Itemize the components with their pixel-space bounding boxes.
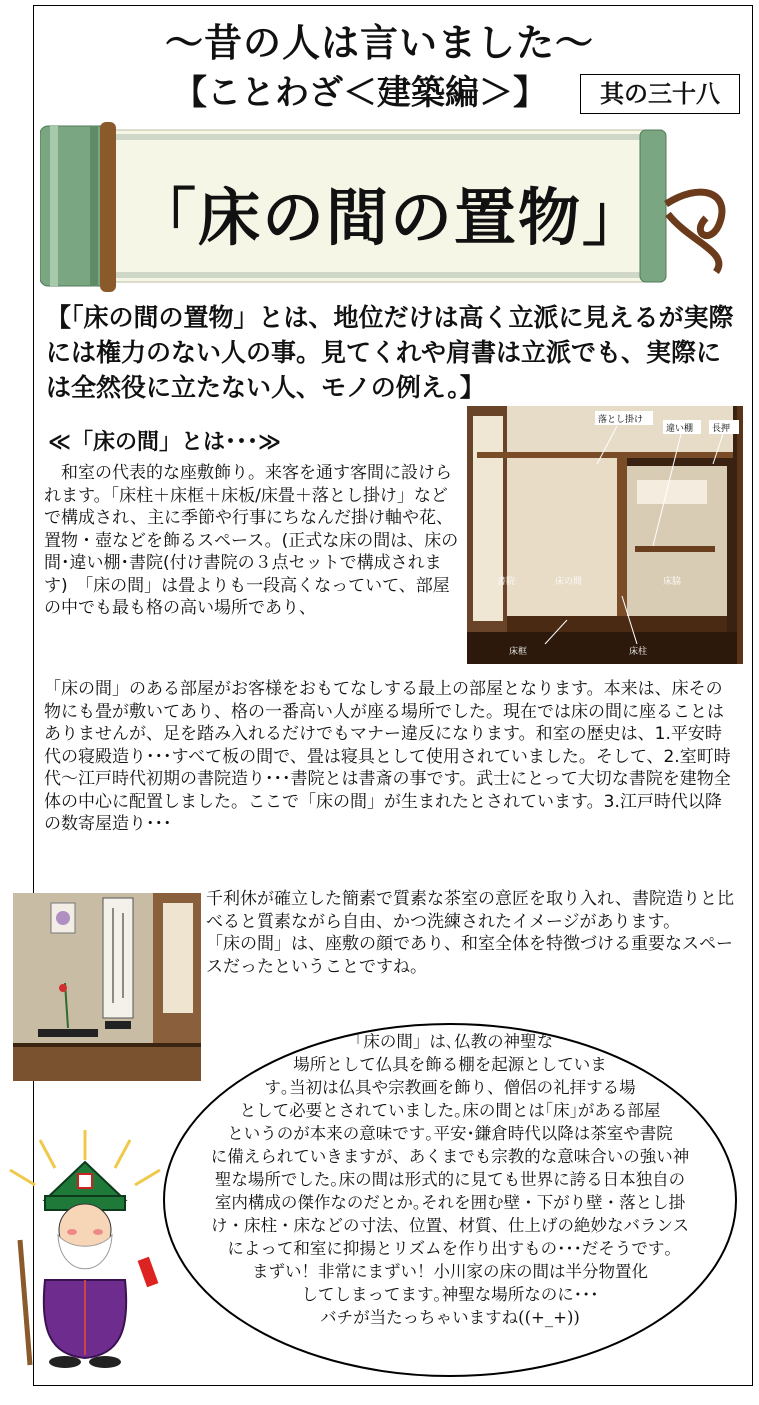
label-tokobashira: 床柱 bbox=[629, 647, 648, 657]
speech-bubble-text bbox=[160, 1030, 740, 1329]
bubble-line: してしまってます｡神聖な場所なのに･･･ bbox=[301, 1285, 599, 1304]
label-otoshigake: 落とし掛け bbox=[598, 415, 644, 425]
label-nageshi: 長押 bbox=[712, 424, 731, 434]
label-shoin: 書院 bbox=[497, 577, 516, 587]
bubble-line: 「床の間」は､仏教の神聖な bbox=[346, 1032, 554, 1051]
body-paragraph-side: 千利休が確立した簡素で質素な茶室の意匠を取り入れ、書院造りと比べると質素ながら自由、かつ洗練されたイメージがあります。 「床の間」は、座敷の顔であり、和室全体を特徴づける重要なスペースだったということですね。 bbox=[206, 889, 735, 977]
body-paragraph-top: 和室の代表的な座敷飾り。来客を通す客間に設けられます。「床柱＋床框＋床板/床畳＋落とし掛け」などで構成され、主に季節や行事にちなんだ掛け軸や花、置物・壺などを飾るスペース。(正式な床の間は、床の間･違い棚･書院(付け書院の３点セットで構成されます) 「床の間」は畳よりも一段高くなっていて、部屋の中でも最も格の高い場所であり、 bbox=[44, 463, 459, 618]
body-paragraph-full: 「床の間」のある部屋がお客様をおもてなしする最上の部屋となります。本来は、床その物にも畳が敷いてあり、格の一番高い人が座る場所でした。現在では床の間に座ることはありませんが、足を踏み入れるだけでもマナー違反になります。和室の歴史は、1.平安時代の寝殿造り･･･すべて板の間で、畳は寝具として使用されていました。そして、2.室町時代～江戸時代初期の書院造り･･･書院とは書斎の事です。武士にとって大切な書院を建物全体の中心に配置しました。ここで「床の間」が生まれたとされています。3.江戸時代以降の数寄屋造り･･･ bbox=[44, 679, 731, 834]
bubble-line: け・床柱・床などの寸法、位置、材質、仕上げの絶妙なバランス bbox=[210, 1216, 689, 1235]
bubble-line: 室内構成の傑作なのだとか｡それを囲む壁・下がり壁・落とし掛 bbox=[214, 1193, 686, 1212]
page-title: ～昔の人は言いました～ bbox=[164, 21, 594, 65]
label-tokonoma: 床の間 bbox=[555, 577, 583, 587]
issue-badge: 其の三十八 bbox=[580, 74, 740, 114]
bubble-line: というのが本来の意味です｡平安･鎌倉時代以降は茶室や書院 bbox=[227, 1124, 673, 1143]
page-subtitle: 【ことわざ＜建築編＞】 bbox=[173, 73, 547, 113]
section-heading: ≪「床の間」とは･･･≫ bbox=[48, 430, 282, 455]
definition-text: 【「床の間の置物」とは、地位だけは高く立派に見えるが実際には権力のない人の事。見てくれや肩書は立派でも、実際には全然役に立たない人、モノの例え。】 bbox=[46, 303, 734, 402]
sage-character-icon bbox=[0, 1130, 170, 1370]
bubble-line: として必要とされていました｡床の間とは｢床｣がある部屋 bbox=[239, 1101, 661, 1120]
bubble-line: に備えられていきますが、あくまでも宗教的な意味合いの強い神 bbox=[210, 1147, 690, 1166]
bubble-line: バチが当たっちゃいますね((+_+)) bbox=[320, 1308, 580, 1327]
bubble-line: まずい！非常にまずい！小川家の床の間は半分物置化 bbox=[252, 1262, 648, 1281]
tokonoma-photo bbox=[467, 406, 743, 664]
bubble-line: す｡当初は仏具や宗教画を飾り、僧侶の礼拝する場 bbox=[264, 1078, 636, 1097]
bubble-line: によって和室に抑揚とリズムを作り出すもの･･･だそうです｡ bbox=[227, 1239, 673, 1258]
scroll-title: 「床の間の置物」 bbox=[133, 181, 646, 254]
label-chigaidana: 違い棚 bbox=[666, 424, 694, 434]
label-tokogamachi: 床框 bbox=[509, 647, 528, 657]
label-tokowaki: 床脇 bbox=[663, 577, 682, 587]
bubble-line: 場所として仏具を飾る棚を起源としていま bbox=[293, 1055, 607, 1074]
bubble-line: 聖な場所でした｡床の間は形式的に見ても世界に誇る日本独自の bbox=[214, 1170, 686, 1189]
